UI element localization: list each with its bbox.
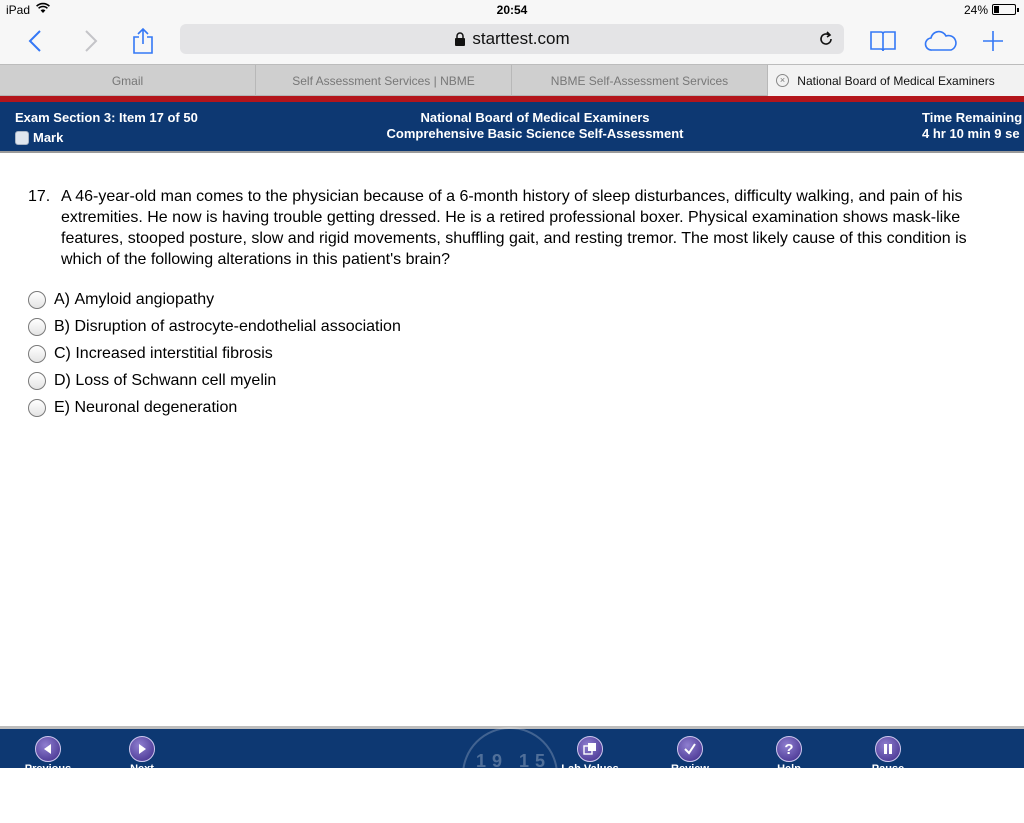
book-icon <box>869 29 897 53</box>
next-label: Next <box>130 763 154 775</box>
back-chevron-icon <box>28 29 42 53</box>
help-button[interactable] <box>776 736 802 762</box>
exam-name: Comprehensive Basic Science Self-Assessment <box>386 126 684 141</box>
review-button[interactable] <box>677 736 703 762</box>
radio-button[interactable] <box>28 291 46 309</box>
battery-icon <box>992 4 1016 15</box>
option-letter: D) <box>54 371 71 389</box>
radio-button[interactable] <box>28 399 46 417</box>
radio-button[interactable] <box>28 372 46 390</box>
plus-icon <box>981 29 1005 53</box>
close-tab-icon[interactable]: × <box>776 74 789 87</box>
tab-label: National Board of Medical Examiners <box>797 73 995 88</box>
tab-national-board[interactable] <box>768 65 1024 96</box>
lab-values-button[interactable] <box>577 736 603 762</box>
option-letter: A) <box>54 290 70 308</box>
next-button[interactable] <box>129 736 155 762</box>
time-remaining <box>922 110 1022 142</box>
device-name: iPad <box>6 3 31 17</box>
share-button[interactable] <box>128 26 158 56</box>
bottom-nav-bar <box>0 726 1024 775</box>
bookmarks-button[interactable] <box>868 26 898 56</box>
tab-nbme-self-assessment[interactable] <box>512 65 768 96</box>
next-icon <box>136 743 148 755</box>
option-text: Neuronal degeneration <box>74 398 238 416</box>
pause-icon <box>882 743 894 755</box>
reload-button[interactable] <box>814 27 838 51</box>
answer-option-a[interactable] <box>28 286 401 313</box>
option-text: Disruption of astrocyte-endothelial association <box>74 317 401 335</box>
cloud-icon <box>924 30 958 52</box>
lab-values-label: Lab Values <box>561 763 619 775</box>
tab-label: NBME Self-Assessment Services <box>550 73 729 88</box>
org-name: National Board of Medical Examiners <box>420 110 650 125</box>
checkbox-icon <box>15 131 29 145</box>
option-letter: B) <box>54 317 70 335</box>
pause-label: Pause <box>871 763 905 775</box>
seal-text: 19 15 <box>476 751 552 771</box>
time-remaining-value: 4 hr 10 min 9 se <box>922 126 1020 141</box>
previous-icon <box>42 743 54 755</box>
exam-title <box>300 110 770 142</box>
answer-option-d[interactable] <box>28 367 401 394</box>
radio-button[interactable] <box>28 318 46 336</box>
forward-chevron-icon <box>84 29 98 53</box>
question-stem <box>28 186 1008 270</box>
share-icon <box>132 27 154 55</box>
exam-header <box>0 102 1024 151</box>
lab-values-icon <box>583 742 597 756</box>
option-text: Amyloid angiopathy <box>74 290 215 308</box>
previous-button[interactable] <box>35 736 61 762</box>
answer-options <box>28 286 401 421</box>
forward-button[interactable] <box>76 26 106 56</box>
tab-label: Self Assessment Services | NBME <box>292 73 475 88</box>
item-position: Exam Section 3: Item 17 of 50 <box>15 110 198 125</box>
tab-gmail[interactable] <box>0 65 256 96</box>
option-text: Increased interstitial fibrosis <box>75 344 273 362</box>
option-letter: C) <box>54 344 71 362</box>
mark-checkbox[interactable] <box>15 130 63 145</box>
tab-label: Gmail <box>111 73 144 88</box>
review-label: Review <box>671 763 709 775</box>
clock: 20:54 <box>496 3 528 17</box>
new-tab-button[interactable] <box>978 26 1008 56</box>
address-bar[interactable] <box>180 24 844 54</box>
battery-nub <box>1017 8 1019 12</box>
header-divider <box>0 151 1024 153</box>
url-text: starttest.com <box>472 29 570 48</box>
back-button[interactable] <box>20 26 50 56</box>
previous-label: Previous <box>24 763 72 775</box>
battery-percent: 24% <box>963 3 988 17</box>
time-remaining-label: Time Remaining <box>922 110 1023 125</box>
nbme-seal-watermark <box>462 727 558 823</box>
reload-icon <box>818 31 834 47</box>
question-number: 17. <box>28 188 51 205</box>
icloud-tabs-button[interactable] <box>922 26 960 56</box>
answer-option-e[interactable] <box>28 394 401 421</box>
answer-option-c[interactable] <box>28 340 401 367</box>
question-text: A 46-year-old man comes to the physician because of a 6-month history of sleep disturbances, difficulty walking, and pain of his extremities. He now is having trouble getting dressed. He is a retired professional boxer. Physical examination shows mask-like features, stooped posture, slow and rigid movements, shuffling gait, and resting tremor. The most likely cause of this condition is which of the following alterations in this patient's brain? <box>61 188 967 268</box>
mark-label: Mark <box>33 130 64 145</box>
pause-button[interactable] <box>875 736 901 762</box>
help-label: Help <box>777 763 801 775</box>
battery-fill <box>994 6 999 13</box>
tab-bar <box>0 64 1024 96</box>
radio-button[interactable] <box>28 345 46 363</box>
review-icon <box>683 742 697 756</box>
browser-toolbar <box>0 20 1024 64</box>
help-icon: ? <box>784 740 794 758</box>
option-text: Loss of Schwann cell myelin <box>75 371 277 389</box>
answer-option-b[interactable] <box>28 313 401 340</box>
lock-icon <box>454 32 466 46</box>
option-letter: E) <box>54 398 70 416</box>
status-bar <box>0 0 1024 20</box>
tab-self-assessment-services[interactable] <box>256 65 512 96</box>
